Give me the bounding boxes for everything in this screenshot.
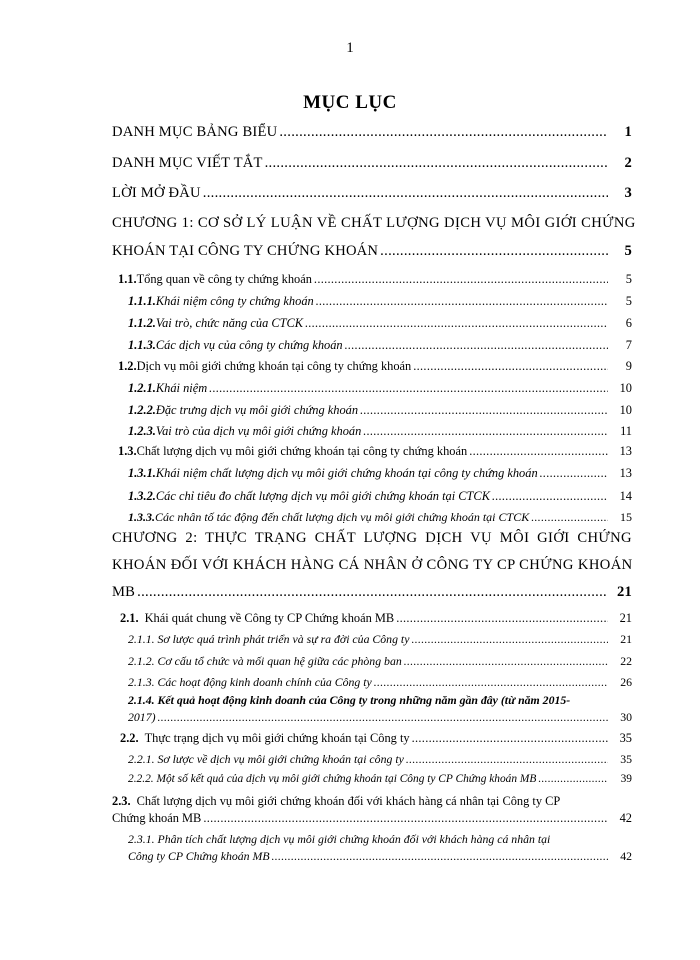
- toc-chapter-1[interactable]: [112, 243, 632, 260]
- toc-page-number: 22: [620, 654, 632, 668]
- toc-entry-label: Khái quát chung về Công ty CP Chứng khoán MB: [144, 611, 395, 625]
- leader-dots: [469, 444, 608, 459]
- leader-dots: [203, 185, 608, 202]
- toc-page-number: 13: [619, 444, 632, 458]
- toc-page-number: 15: [620, 510, 632, 524]
- section-number: 2.3.: [112, 794, 131, 808]
- toc-entry-label: Vai trò, chức năng của CTCK: [155, 316, 304, 330]
- leader-dots: [265, 155, 608, 172]
- toc-entry-label: Thực trạng dịch vụ môi giới chứng khoán tại Công ty: [144, 731, 410, 745]
- toc-section-1-3-3[interactable]: [128, 510, 632, 525]
- leader-dots: [209, 381, 608, 396]
- toc-section-1-3[interactable]: [118, 444, 632, 459]
- toc-entry-label: 2.1.3. Các hoạt động kinh doanh chính của Công ty: [128, 675, 372, 689]
- toc-section-2-1-3[interactable]: [128, 675, 632, 690]
- section-number: 1.3.2.: [128, 489, 156, 503]
- toc-section-1-3-1[interactable]: [128, 466, 632, 481]
- leader-dots: [158, 710, 608, 725]
- toc-page-number: 11: [620, 424, 632, 438]
- toc-page-number: 30: [620, 710, 632, 724]
- leader-dots: [404, 654, 608, 669]
- toc-page-number: 39: [620, 773, 632, 785]
- toc-section-2-3-1[interactable]: [128, 849, 632, 864]
- section-number: 1.2.: [118, 359, 137, 373]
- leader-dots: [316, 294, 608, 309]
- toc-section-1-1-1[interactable]: [128, 294, 632, 309]
- toc-page-number: 7: [625, 338, 632, 352]
- toc-entry-label: KHOÁN TẠI CÔNG TY CHỨNG KHOÁN: [112, 243, 379, 259]
- toc-section-2-2-1[interactable]: [128, 752, 632, 767]
- toc-page-number: 42: [620, 849, 632, 863]
- toc-section-1-1-3[interactable]: [128, 338, 632, 353]
- toc-page-number: 35: [619, 731, 632, 745]
- section-number: 1.3.: [118, 444, 137, 458]
- page-number: 1: [346, 40, 354, 56]
- section-number: 1.1.1.: [128, 294, 156, 308]
- toc-section-2-1-4[interactable]: [128, 710, 632, 725]
- toc-section-2-1-4-line1[interactable]: 2.1.4. Kết quả hoạt động kinh doanh của Công ty trong những năm gần đây (từ năm 2015-: [128, 693, 571, 707]
- toc-chapter-2-line2[interactable]: KHOÁN ĐỐI VỚI KHÁCH HÀNG CÁ NHÂN Ở CÔNG TY CP CHỨNG KHOÁN: [112, 557, 633, 573]
- toc-page-number: 14: [619, 489, 632, 503]
- toc-page-number: 3: [624, 185, 632, 201]
- leader-dots: [380, 243, 608, 260]
- section-number: 1.3.1.: [128, 466, 156, 480]
- leader-dots: [531, 510, 608, 525]
- toc-entry-introduction[interactable]: [112, 185, 632, 202]
- toc-entry-label: Chất lượng dịch vụ môi giới chứng khoán tại công ty chứng khoán: [136, 444, 468, 458]
- leader-dots: [413, 359, 608, 374]
- toc-section-2-2[interactable]: [120, 731, 632, 746]
- toc-section-2-1[interactable]: [120, 611, 632, 626]
- leader-dots: [406, 752, 608, 767]
- toc-chapter-2-line1[interactable]: CHƯƠNG 2: THỰC TRẠNG CHẤT LƯỢNG DỊCH VỤ MÔI GIỚI CHỨNG: [112, 530, 632, 546]
- toc-page-number: 21: [617, 584, 632, 600]
- page-title: MỤC LỤC: [303, 92, 397, 113]
- toc-section-1-2-2[interactable]: [128, 403, 632, 418]
- toc-entry-label: 2.2.2. Một số kết quả của dịch vụ môi giới chứng khoán tại Công ty CP Chứng khoán MB: [128, 773, 537, 785]
- leader-dots: [540, 466, 608, 481]
- section-number: 1.1.: [118, 272, 137, 286]
- toc-page-number: 9: [625, 359, 632, 373]
- toc-entry-label: DANH MỤC VIẾT TẮT: [112, 155, 263, 171]
- toc-entry-label: Các dịch vụ của công ty chứng khoán: [155, 338, 343, 352]
- toc-section-2-1-2[interactable]: [128, 654, 632, 669]
- toc-page-number: 1: [624, 124, 632, 140]
- toc-entry-label: Khái niệm công ty chứng khoán: [155, 294, 314, 308]
- toc-page-number: 5: [624, 243, 632, 259]
- toc-entry-label: Dịch vụ môi giới chứng khoán tại công ty chứng khoán: [136, 359, 412, 373]
- section-number: 1.1.3.: [128, 338, 156, 352]
- toc-page-number: 21: [619, 611, 632, 625]
- leader-dots: [538, 773, 608, 785]
- toc-entry-label: Công ty CP Chứng khoán MB: [128, 849, 270, 863]
- leader-dots: [314, 272, 608, 287]
- leader-dots: [492, 489, 608, 504]
- leader-dots: [279, 124, 608, 141]
- leader-dots: [345, 338, 608, 353]
- toc-entry-list-of-tables[interactable]: [112, 124, 632, 141]
- toc-entry-abbreviations[interactable]: [112, 155, 632, 172]
- toc-entry-label: 2017): [128, 710, 156, 724]
- leader-dots: [411, 632, 608, 647]
- leader-dots: [396, 611, 608, 626]
- toc-entry-label: Vai trò của dịch vụ môi giới chứng khoán: [155, 424, 362, 438]
- toc-section-1-1-2[interactable]: [128, 316, 632, 331]
- section-number: 1.2.3.: [128, 424, 156, 438]
- toc-entry-label: Khái niệm: [155, 381, 208, 395]
- toc-page-number: 10: [619, 381, 632, 395]
- toc-section-2-3-line1[interactable]: [112, 794, 560, 809]
- toc-section-2-2-2[interactable]: [128, 773, 632, 785]
- toc-section-1-2-1[interactable]: [128, 381, 632, 396]
- toc-entry-label: DANH MỤC BẢNG BIỂU: [112, 124, 278, 140]
- section-number: 1.2.1.: [128, 381, 156, 395]
- toc-page-number: 5: [625, 294, 632, 308]
- toc-page-number: 10: [619, 403, 632, 417]
- section-number: 2.2.: [120, 731, 139, 745]
- toc-page-number: 21: [620, 632, 632, 646]
- toc-page-number: 5: [625, 272, 632, 286]
- toc-entry-label: LỜI MỞ ĐẦU: [112, 185, 201, 201]
- section-number: 1.3.3.: [128, 510, 155, 524]
- toc-page-number: 2: [624, 155, 632, 171]
- toc-section-1-1[interactable]: [118, 272, 632, 287]
- toc-page-number: 42: [619, 811, 632, 825]
- toc-page-number: 13: [619, 466, 632, 480]
- toc-section-1-3-2[interactable]: [128, 489, 632, 504]
- leader-dots: [137, 584, 608, 601]
- toc-entry-label: Chất lượng dịch vụ môi giới chứng khoán đối với khách hàng cá nhân tại Công ty CP: [136, 794, 561, 808]
- section-number: 1.1.2.: [128, 316, 156, 330]
- toc-entry-label: 2.1.1. Sơ lược quá trình phát triển và sự ra đời của Công ty: [128, 632, 410, 646]
- leader-dots: [363, 424, 608, 439]
- toc-entry-label: Các chỉ tiêu đo chất lượng dịch vụ môi giới chứng khoán tại CTCK: [155, 489, 490, 503]
- toc-page-number: 35: [620, 752, 632, 766]
- toc-section-1-2-3[interactable]: [128, 424, 632, 439]
- toc-section-2-3-1-line1[interactable]: 2.3.1. Phân tích chất lượng dịch vụ môi giới chứng khoán đối với khách hàng cá nhân tại: [128, 832, 551, 846]
- toc-section-2-3[interactable]: [112, 811, 632, 826]
- toc-page-number: 6: [625, 316, 632, 330]
- section-number: 1.2.2.: [128, 403, 156, 417]
- toc-entry-label: Chứng khoán MB: [112, 811, 202, 825]
- toc-entry-label: 2.2.1. Sơ lược về dịch vụ môi giới chứng khoán tại công ty: [128, 752, 404, 766]
- toc-entry-label: 2.1.2. Cơ cấu tổ chức và mối quan hệ giữa các phòng ban: [128, 654, 402, 668]
- leader-dots: [374, 675, 608, 690]
- toc-entry-label: Các nhân tố tác động đến chất lượng dịch vụ môi giới chứng khoán tại CTCK: [155, 510, 530, 524]
- toc-section-2-1-1[interactable]: [128, 632, 632, 647]
- leader-dots: [272, 849, 608, 864]
- toc-entry-label: Khái niệm chất lượng dịch vụ môi giới chứng khoán tại công ty chứng khoán: [155, 466, 538, 480]
- leader-dots: [360, 403, 608, 418]
- leader-dots: [412, 731, 608, 746]
- toc-entry-label: Tổng quan về công ty chứng khoán: [136, 272, 312, 286]
- section-number: 2.1.: [120, 611, 139, 625]
- toc-section-1-2[interactable]: [118, 359, 632, 374]
- leader-dots: [305, 316, 608, 331]
- toc-entry-label: MB: [112, 584, 136, 600]
- leader-dots: [203, 811, 608, 826]
- toc-chapter-2[interactable]: [112, 584, 632, 601]
- toc-page-number: 26: [620, 675, 632, 689]
- toc-chapter-1-line1[interactable]: CHƯƠNG 1: CƠ SỞ LÝ LUẬN VỀ CHẤT LƯỢNG DỊCH VỤ MÔI GIỚI CHỨNG: [112, 215, 636, 231]
- toc-entry-label: Đặc trưng dịch vụ môi giới chứng khoán: [155, 403, 359, 417]
